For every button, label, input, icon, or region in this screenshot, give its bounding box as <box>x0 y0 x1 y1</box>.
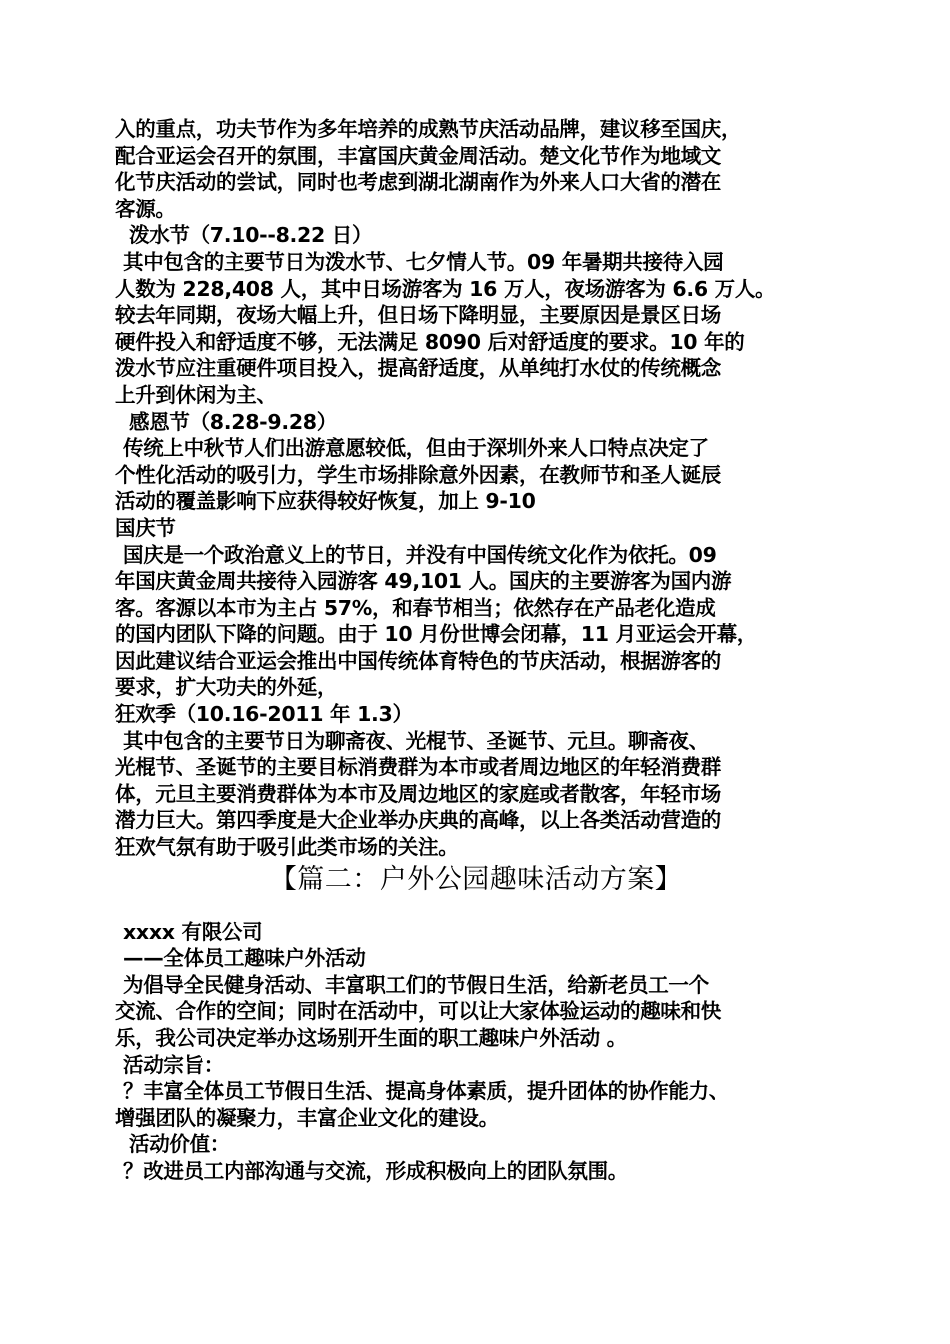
text-line: xxxx 有限公司 <box>123 919 263 944</box>
text-line: 其中包含的主要节日为聊斋夜、光棍节、圣诞节、元旦。聊斋夜、 <box>123 728 709 753</box>
text-line: 光棍节、圣诞节的主要目标消费群为本市或者周边地区的年轻消费群 <box>115 755 721 780</box>
text-line: 乐，我公司决定举办这场别开生面的职工趣味户外活动 。 <box>115 1026 627 1050</box>
text-line: 感恩节（8.28-9.28） <box>129 409 337 434</box>
text-line: 硬件投入和舒适度不够，无法满足 8090 后对舒适度的要求。10 年的 <box>115 329 745 354</box>
text-line: 传统上中秋节人们出游意愿较低，但由于深圳外来人口特点决定了 <box>123 436 709 461</box>
text-line: 配合亚运会召开的氛围，丰富国庆黄金周活动。楚文化节作为地域文 <box>115 143 721 168</box>
section-festival-plan <box>115 116 837 861</box>
section-outdoor-activity <box>115 919 837 1185</box>
text-line: 其中包含的主要节日为泼水节、七夕情人节。09 年暑期共接待入园 <box>123 249 724 274</box>
spacer <box>115 905 837 919</box>
text-line: 国庆是一个政治意义上的节日，并没有中国传统文化作为依托。09 <box>123 542 717 567</box>
text-line: 客源。 <box>115 196 176 221</box>
text-line: 的国内团队下降的问题。由于 10 月份世博会闭幕，11 月亚运会开幕， <box>115 622 757 647</box>
text-line: 泼水节（7.10--8.22 日） <box>129 223 373 248</box>
text-line: 上升到休闲为主、 <box>115 382 277 407</box>
text-line: 国庆节 <box>115 515 176 540</box>
text-line: 入的重点，功夫节作为多年培养的成熟节庆活动品牌，建议移至国庆， <box>115 117 742 141</box>
text-line: 活动的覆盖影响下应获得较好恢复，加上 9-10 <box>115 489 536 514</box>
text-line: 潜力巨大。第四季度是大企业举办庆典的高峰，以上各类活动营造的 <box>115 808 721 833</box>
text-line: 年国庆黄金周共接待入园游客 49,101 人。国庆的主要游客为国内游 <box>115 569 732 594</box>
text-line: ——全体员工趣味户外活动 <box>123 946 366 971</box>
text-line: 人数为 228,408 人，其中日场游客为 16 万人，夜场游客为 6.6 万人。 <box>115 276 776 301</box>
text-line: 要求，扩大功夫的外延， <box>115 675 338 700</box>
section-heading: 【篇二：户外公园趣味活动方案】 <box>269 863 683 895</box>
text-line: 狂欢气氛有助于吸引此类市场的关注。 <box>115 835 459 860</box>
text-line: ？丰富全体员工节假日生活、提高身体素质，提升团体的协作能力、 <box>123 1079 729 1104</box>
text-line: 交流、合作的空间；同时在活动中，可以让大家体验运动的趣味和快 <box>115 999 721 1024</box>
document-body <box>115 116 837 1185</box>
text-line: 为倡导全民健身活动、丰富职工们的节假日生活，给新老员工一个 <box>123 972 709 997</box>
text-line: 增强团队的凝聚力，丰富企业文化的建设。 <box>115 1105 499 1130</box>
text-line: 活动宗旨： <box>123 1052 224 1077</box>
text-line: 泼水节应注重硬件项目投入，提高舒适度，从单纯打水仗的传统概念 <box>115 356 721 381</box>
text-line: 较去年同期，夜场大幅上升，但日场下降明显，主要原因是景区日场 <box>115 303 721 328</box>
text-line: 活动价值： <box>129 1132 230 1157</box>
text-line: 因此建议结合亚运会推出中国传统体育特色的节庆活动，根据游客的 <box>115 648 721 673</box>
text-line: 狂欢季（10.16-2011 年 1.3） <box>115 702 413 727</box>
text-line: 化节庆活动的尝试，同时也考虑到湖北湖南作为外来人口大省的潜在 <box>115 170 721 195</box>
text-line: ？改进员工内部沟通与交流，形成积极向上的团队氛围。 <box>123 1158 628 1183</box>
text-line: 体，元旦主要消费群体为本市及周边地区的家庭或者散客，年轻市场 <box>115 781 721 806</box>
text-line: 个性化活动的吸引力，学生市场排除意外因素，在教师节和圣人诞辰 <box>115 462 721 487</box>
text-line: 客。客源以本市为主占 57%，和春节相当；依然存在产品老化造成 <box>115 595 716 620</box>
